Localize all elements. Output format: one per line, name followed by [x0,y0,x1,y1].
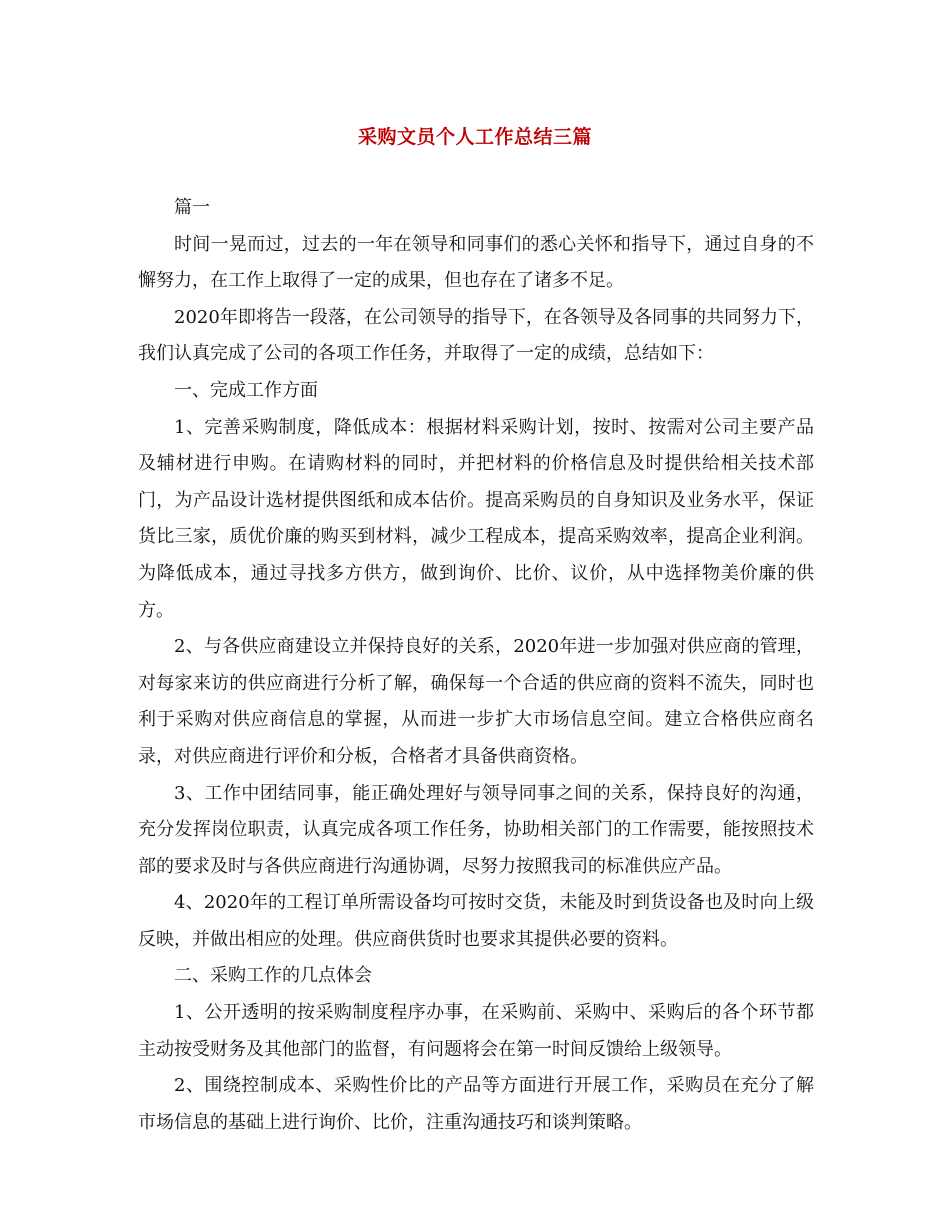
paragraph-item-3: 3、工作中团结同事，能正确处理好与领导同事之间的关系，保持良好的沟通，充分发挥岗位职责，认真完成各项工作任务，协助相关部门的工作需要，能按照技术部的要求及时与各供应商进行沟通协调，尽努力按照我司的标准供应产品。 [138,782,814,877]
paragraph-experience-1: 1、公开透明的按采购制度程序办事，在采购前、采购中、采购后的各个环节都主动按受财务及其他部门的监督，有问题将会在第一时间反馈给上级领导。 [138,1002,814,1060]
document-title: 采购文员个人工作总结三篇 [357,126,592,148]
document-body [138,190,814,1141]
paragraph-experience-2: 2、围绕控制成本、采购性价比的产品等方面进行开展工作，采购员在充分了解市场信息的基础上进行询价、比价，注重沟通技巧和谈判策略。 [138,1075,814,1133]
paragraph-intro: 时间一晃而过，过去的一年在领导和同事们的悉心关怀和指导下，通过自身的不懈努力，在工作上取得了一定的成果，但也存在了诸多不足。 [138,233,814,292]
section-heading-experience: 二、采购工作的几点体会 [174,965,372,987]
paragraph-item-2: 2、与各供应商建设立并保持良好的关系，2020年进一步加强对供应商的管理，对每家来访的供应商进行分析了解，确保每一个合适的供应商的资料不流失，同时也利于采购对供应商信息的掌握，从而进一步扩大市场信息空间。建立合格供应商名录，对供应商进行评价和分板，合格者才具备供商资格。 [138,636,814,767]
paragraph-item-4: 4、2020年的工程订单所需设备均可按时交货，未能及时到货设备也及时向上级反映，并做出相应的处理。供应商供货时也要求其提供必要的资料。 [138,892,814,950]
section-heading-part-one: 篇一 [174,197,210,218]
paragraph-summary: 2020年即将告一段落，在公司领导的指导下，在各领导及各同事的共同努力下，我们认真完成了公司的各项工作任务，并取得了一定的成绩，总结如下： [138,306,814,365]
section-heading-work-completed: 一、完成工作方面 [174,379,318,401]
paragraph-item-1: 1、完善采购制度，降低成本：根据材料采购计划，按时、按需对公司主要产品及辅材进行申购。在请购材料的同时，并把材料的价格信息及时提供给相关技术部门，为产品设计选材提供图纸和成本估价。提高采购员的自身知识及业务水平，保证货比三家，质优价廉的购买到材料，减少工程成本，提高采购效率，提高企业利润。为降低成本，通过寻找多方供方，做到询价、比价、议价，从中选择物美价廉的供方。 [138,416,814,621]
